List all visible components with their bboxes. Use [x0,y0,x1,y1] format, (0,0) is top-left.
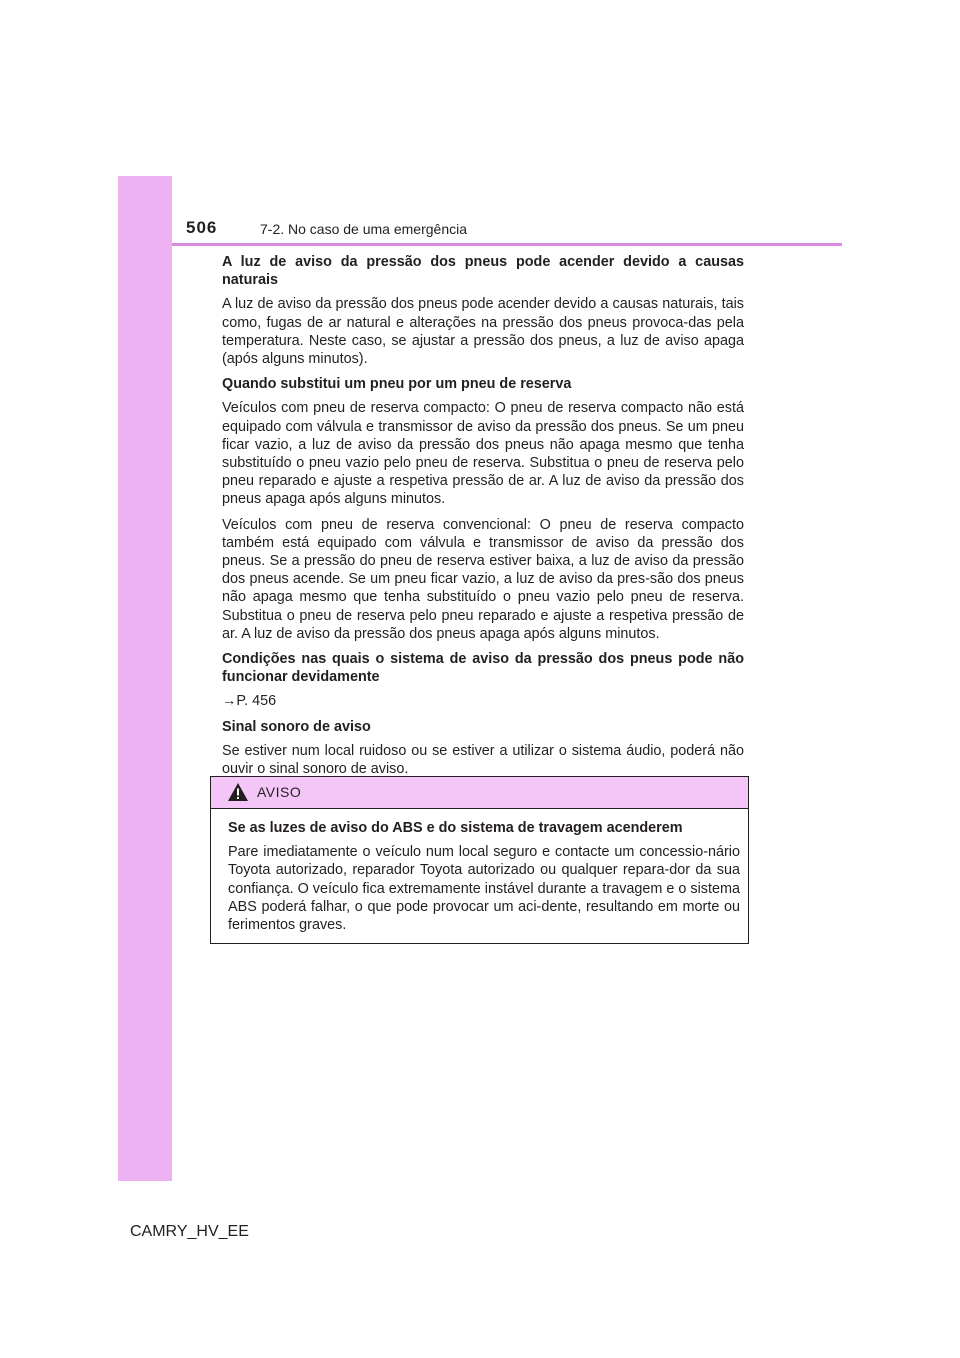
warning-header [211,777,748,809]
paragraph-compact-spare: Veículos com pneu de reserva compacto: O pneu de reserva compacto não está equipado com válvula e transmissor de aviso da pressão dos pneus. Se um pneu ficar vazio, a luz de aviso da pressão dos pneus não apaga mesmo que tenha substituído o pneu vazio pelo pneu de reserva. Substitua o pneu de reserva pelo pneu reparado e ajuste a respetiva pressão de ar. A luz de aviso da pressão dos pneus apaga após alguns minutos. [222,400,744,508]
warning-triangle-icon [227,782,249,802]
main-content [222,253,744,785]
section-heading-malfunction-conditions: Condições nas quais o sistema de aviso da pressão dos pneus pode não funcionar devidamente [222,651,744,686]
page-reference-link[interactable]: →P. 456 [222,693,277,710]
section-heading-warning-buzzer: Sinal sonoro de aviso [222,718,371,735]
section-heading-spare-tire: Quando substitui um pneu por um pneu de reserva [222,376,572,393]
warning-box [210,776,749,944]
paragraph-natural-causes: A luz de aviso da pressão dos pneus pode acender devido a causas naturais, tais como, fugas de ar natural e alterações na pressão dos pneus provoca-das pela temperatura. Neste caso, se ajustar a pressão dos pneus, a luz de aviso apaga (após alguns minutos). [222,296,744,368]
document-code: CAMRY_HV_EE [130,1223,249,1240]
header-divider [172,243,842,246]
warning-text: Pare imediatamente o veículo num local seguro e contacte um concessio-nário Toyota autorizado, reparador Toyota autorizado ou qualquer repara-dor da sua confiança. O veículo fica extremamente instável durante a travagem e o sistema ABS poderá falhar, o que pode provocar um aci-dente, resultando em morte ou ferimentos graves. [228,844,740,934]
section-title: 7-2. No caso de uma emergência [260,221,467,237]
side-color-band [118,176,172,1181]
warning-title: Se as luzes de aviso do ABS e do sistema de travagem acenderem [228,820,683,836]
paragraph-warning-buzzer: Se estiver num local ruidoso ou se estiver a utilizar o sistema áudio, poderá não ouvir o sinal sonoro de aviso. [222,742,744,778]
paragraph-conventional-spare: Veículos com pneu de reserva convencional: O pneu de reserva compacto também está equipado com válvula e transmissor de aviso da pressão dos pneus. Se a pressão do pneu de reserva estiver baixa, a luz de aviso da pressão dos pneus acende. Se um pneu ficar vazio, a luz de aviso da pres-são dos pneus não apaga mesmo que tenha substituído o pneu vazio pelo pneu de reserva. Substitua o pneu de reserva pelo pneu reparado e ajuste a respetiva pressão de ar. A luz de aviso da pressão dos pneus apaga após alguns minutos. [222,516,744,642]
warning-body [228,819,740,940]
section-heading-natural-causes: A luz de aviso da pressão dos pneus pode acender devido a causas naturais [222,254,744,289]
warning-label: AVISO [257,784,302,800]
page-number: 506 [186,218,218,237]
